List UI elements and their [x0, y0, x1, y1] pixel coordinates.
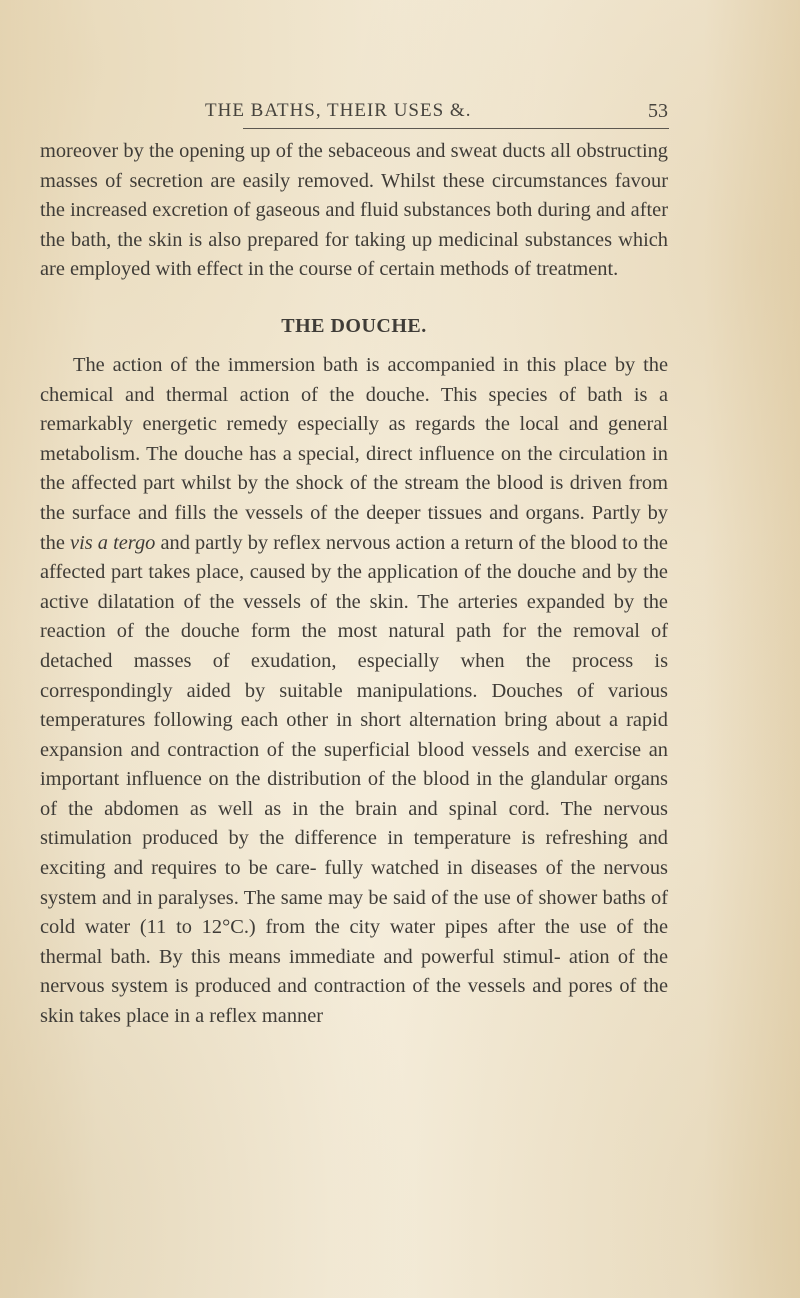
paragraph-text-end: and partly by reflex nervous action a return of the blood to the affected part takes place, caused by the application of the douche and by the active dilatation of the vessels of the skin. The arteries expanded by the reaction of the douche form the most natural path for the removal of detached masses of exudation, especially when the process is correspondingly aided by suitable manipulations. Douches of various temperatures following each other in short alternation bring about a rapid expansion and contraction of the superficial blood vessels and exercise an important influence on the distribution of the blood in the glandular organs of the abdomen as well as in the brain and spinal cord. The nervous stimulation produced by the difference in temperature is refreshing and exciting and requires to be care- fully watched in diseases of the nervous system and in paralyses. The same may be said of the use of shower baths of cold water (11 to 12°C.) from the city water pipes after the use of the thermal bath. By this means immediate and powerful stimul- ation of the nervous system is produced and contraction of the vessels and pores of the skin takes place in a reflex manner	[40, 531, 668, 1028]
paragraph-continued: moreover by the opening up of the sebaceous and sweat ducts all obstructing masses of secretion are easily removed. Whilst these circumstances favour the increased excretion of gaseous and fluid substances both during and after the bath, the skin is also prepared for taking up medicinal substances which are employed with effect in the course of certain methods of treatment.	[40, 140, 668, 281]
running-head	[40, 100, 668, 130]
running-title: THE BATHS, THEIR USES &.	[205, 100, 472, 121]
section-heading: THE DOUCHE.	[281, 314, 427, 337]
paragraph-douche	[40, 351, 668, 1032]
page-number: 53	[648, 100, 668, 122]
body-text	[40, 137, 668, 1032]
header-rule	[243, 128, 669, 129]
paragraph-text-start: The action of the immersion bath is accompanied in this place by the chemical and thermal action of the douche. This species of bath is a remarkably energetic remedy especially as regards the local and general metabolism. The douche has a special, direct influence on the circulation in the affected part whilst by the shock of the stream the blood is driven from the surface and fills the vessels of the deeper tissues and organs. Partly by the	[40, 353, 668, 554]
italic-phrase: vis a tergo	[70, 531, 156, 554]
